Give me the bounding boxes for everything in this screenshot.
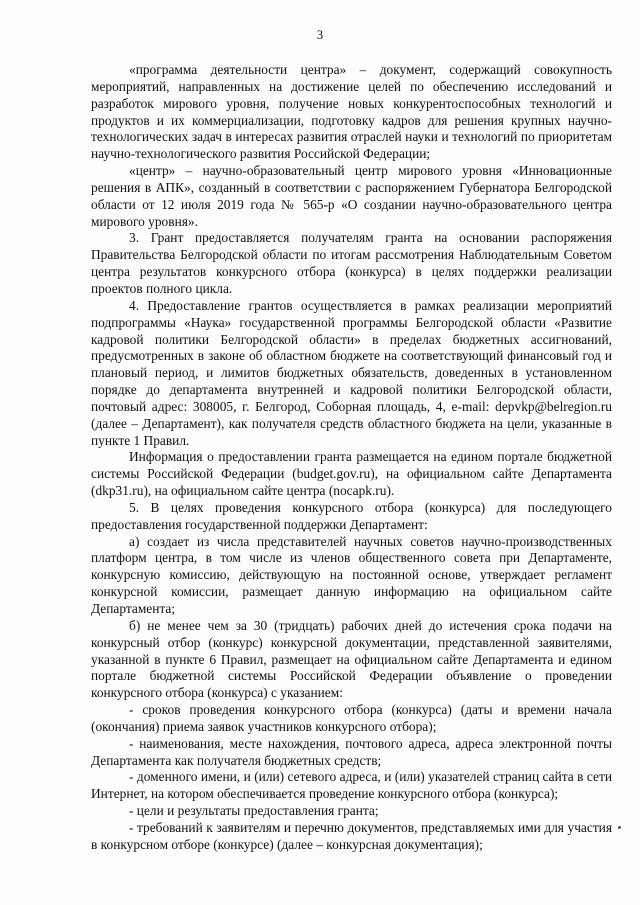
list-item-website: - доменного имени, и (или) сетевого адреса, и (или) указателей страниц сайта в сети Интернет, на котором обеспечивается проведение конкурсного отбора (конкурса); — [91, 769, 612, 802]
document-body — [91, 62, 612, 854]
clause-3-paragraph: 3. Грант предоставляется получателям гранта на основании распоряжения Правительства Белгородской области по итогам рассмотрения Наблюдательным Советом центра результатов конкурсного отбора (конкурса) в целях поддержки реализации проектов полного цикла. — [91, 230, 612, 296]
clause-4-paragraph: 4. Предоставление грантов осуществляется в рамках реализации мероприятий подпрограммы «Наука» государственной программы Белгородской области «Развитие кадровой политики Белгородской области» в пределах бюджетных ассигнований, предусмотренных в законе об областном бюджете на соответствующий финансовый год и плановый период, и лимитов бюджетных обязательств, доведенных в установленном порядке до департамента внутренней и кадровой политики Белгородской области, почтовый адрес: 308005, г. Белгород, Соборная площадь, 4, e-mail: depvkp@belregion.ru (далее – Департамент), как получателя средств областного бюджета на цели, указанные в пункте 1 Правил. — [91, 297, 612, 448]
clause-5-paragraph: 5. В целях проведения конкурсного отбора (конкурса) для последующего предоставления государственной поддержки Департамент: — [91, 499, 612, 532]
page-number: 3 — [316, 28, 324, 42]
information-paragraph: Информация о предоставлении гранта размещается на едином портале бюджетной системы Российской Федерации (budget.gov.ru), на официальном сайте Департамента (dkp31.ru), на официальном сайте центра (nocapk.ru). — [91, 449, 612, 499]
list-item-requirements: - требований к заявителям и перечню документов, представляемых ими для участия в конкурсном отборе (конкурсе) (далее – конкурсная документация); — [91, 819, 612, 852]
definition-center-paragraph: «центр» – научно-образовательный центр мирового уровня «Инновационные решения в АПК», созданный в соответствии с распоряжением Губернатора Белгородской области от 12 июля 2019 года № 565-р «О создании научно-образовательного центра мирового уровня». — [91, 163, 612, 229]
definition-program-paragraph: «программа деятельности центра» – документ, содержащий совокупность мероприятий, направленных на достижение целей по обеспечению исследований и разработок мирового уровня, получение новых конкурентоспособных технологий и продуктов и их коммерциализации, подготовку кадров для решения крупных научно-технологических задач в интересах развития отраслей науки и технологий по приоритетам научно-технологического развития Российской Федерации; — [91, 62, 612, 162]
clause-5a-paragraph: а) создает из числа представителей научных советов научно-производственных платформ центра, в том числе из членов общественного совета при Департаменте, конкурсную комиссию, действующую на постоянной основе, утверждает регламент конкурсной комиссии, размещает данную информацию на официальном сайте Департамента; — [91, 533, 612, 616]
scan-dot — [618, 826, 621, 829]
list-item-department-details: - наименования, месте нахождения, почтового адреса, адреса электронной почты Департамента как получателя бюджетных средств; — [91, 735, 612, 768]
list-item-goals: - цели и результаты предоставления гранта; — [129, 803, 379, 819]
clause-5b-paragraph: б) не менее чем за 30 (тридцать) рабочих дней до истечения срока подачи на конкурсный отбор (конкурс) конкурсной документации, представленной заявителями, указанной в пункте 6 Правил, размещает на официальном сайте Департамента и едином портале бюджетной системы Российской Федерации объявление о проведении конкурсного отбора (конкурса) с указанием: — [91, 617, 612, 701]
list-item-terms: - сроков проведения конкурсного отбора (конкурса) (даты и времени начала (окончания) приема заявок участников конкурсного отбора); — [91, 702, 612, 734]
